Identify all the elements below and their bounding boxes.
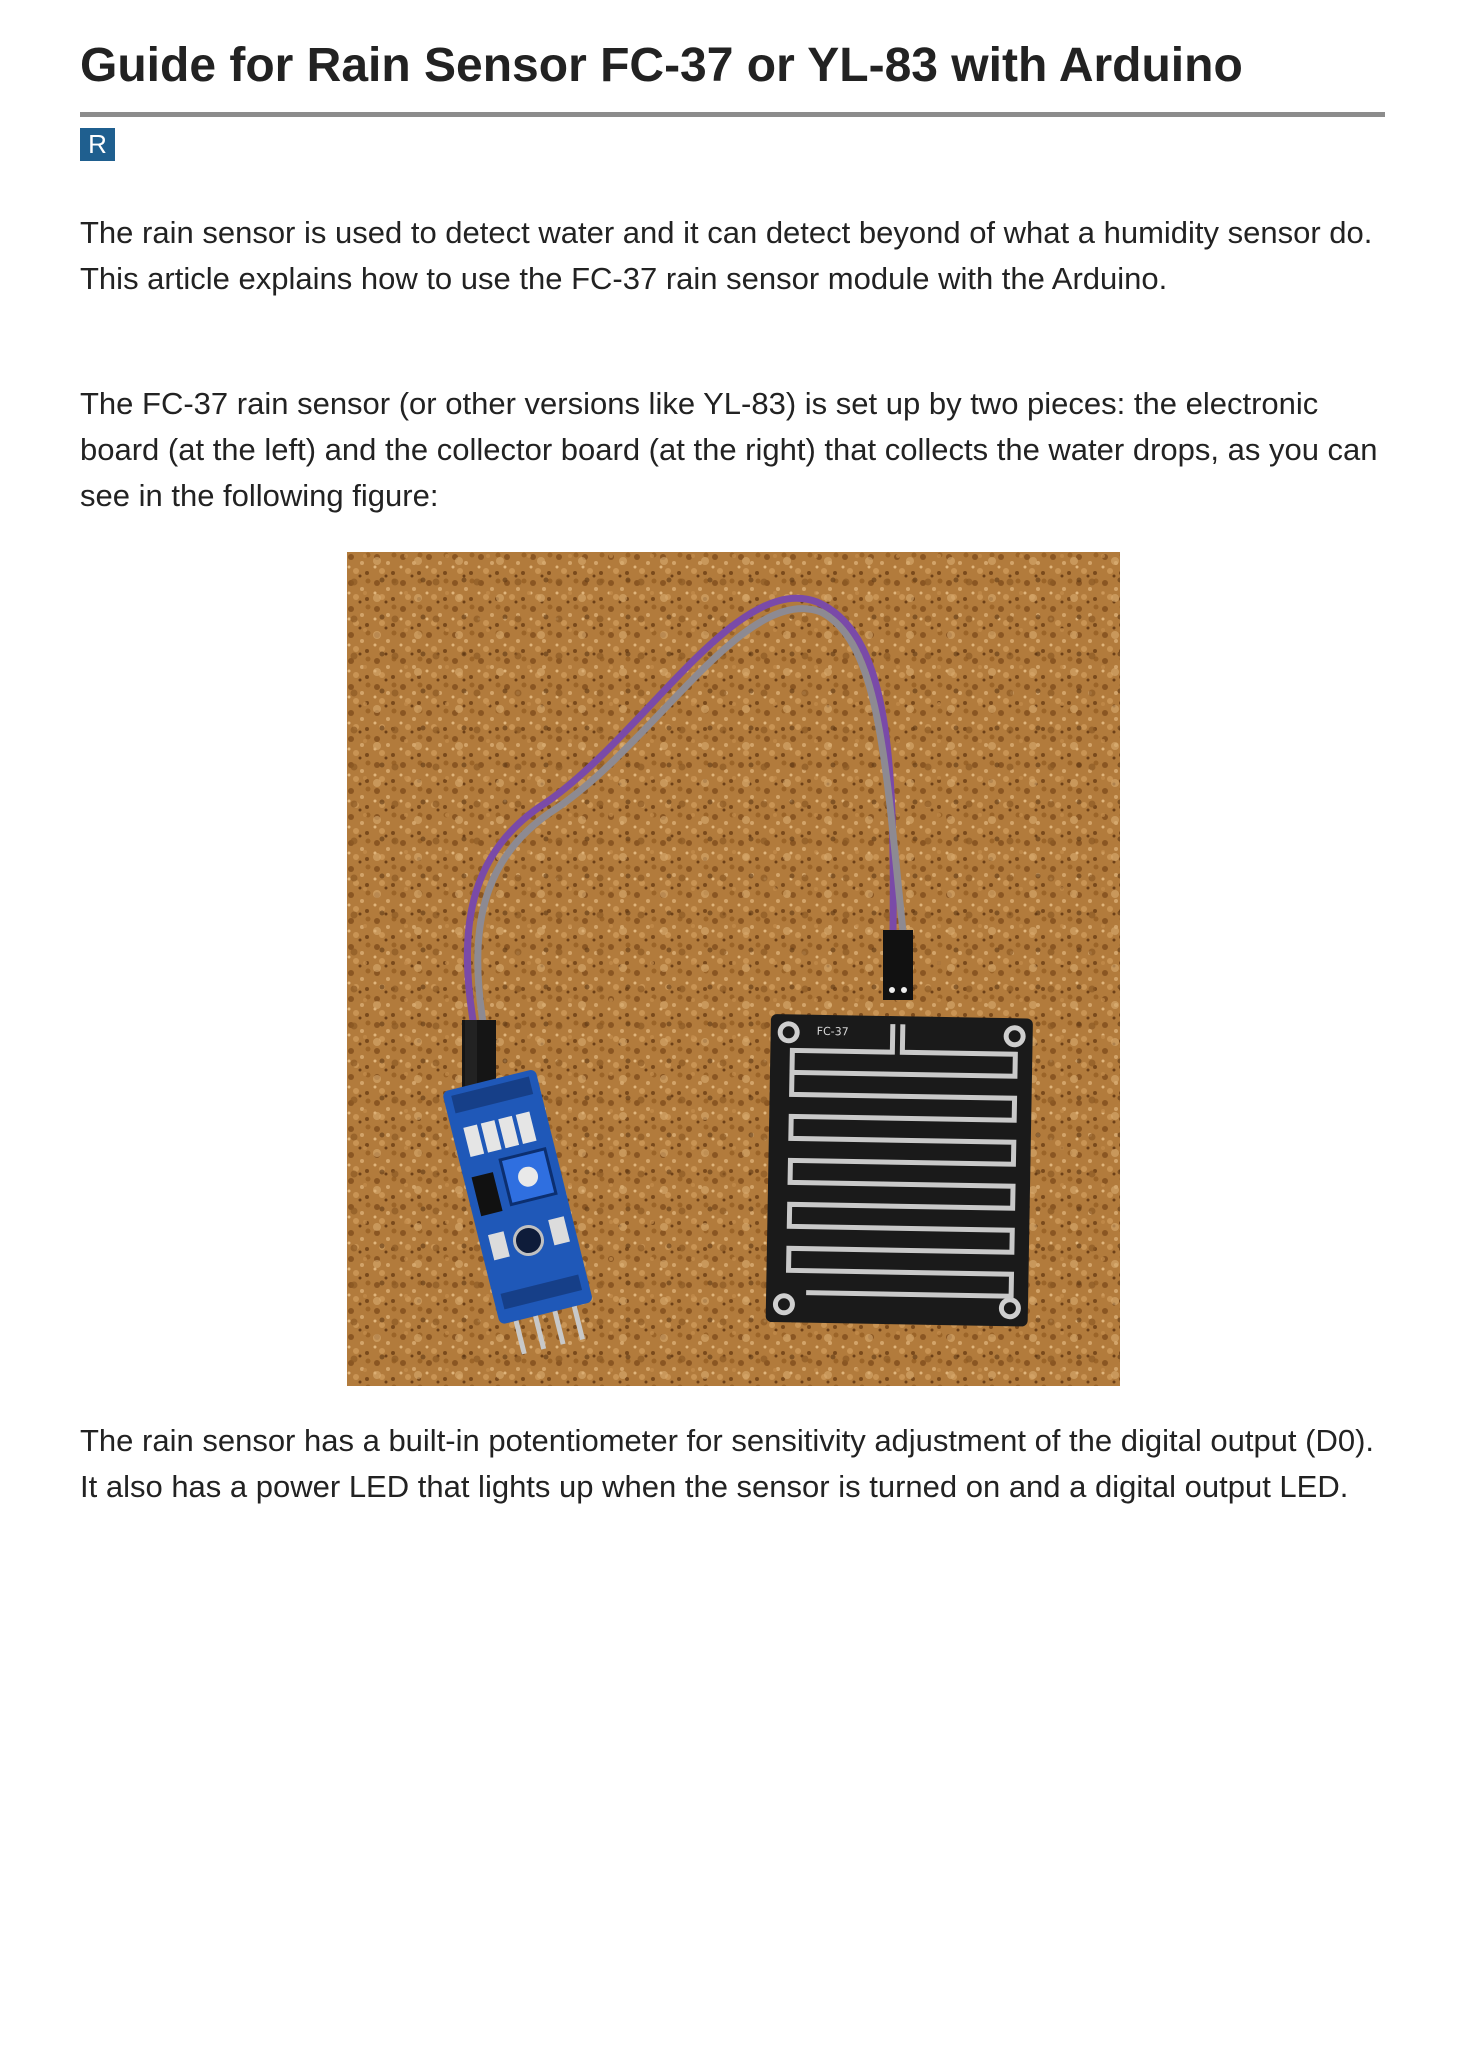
rain-sensor-photo bbox=[347, 552, 1120, 1386]
page-title: Guide for Rain Sensor FC-37 or YL-83 with Arduino bbox=[80, 39, 1243, 92]
board-label: FC-37 bbox=[816, 1024, 849, 1039]
title-divider bbox=[80, 112, 1385, 117]
paragraph-description: The FC-37 rain sensor (or other versions like YL-83) is set up by two pieces: the electronic board (at the left) and the collector board (at the right) that collects the water drops, as you can see in the following figure: bbox=[80, 386, 1378, 513]
paragraph-intro: The rain sensor is used to detect water and it can detect beyond of what a humidity sensor do. This article explains how to use the FC-37 rain sensor module with the Arduino. bbox=[80, 215, 1373, 296]
author-badge-icon: R bbox=[80, 128, 115, 161]
paragraph-potentiometer: The rain sensor has a built-in potentiometer for sensitivity adjustment of the digital output (D0). It also has a power LED that lights up when the sensor is turned on and a digital output LED. bbox=[80, 1423, 1375, 1504]
